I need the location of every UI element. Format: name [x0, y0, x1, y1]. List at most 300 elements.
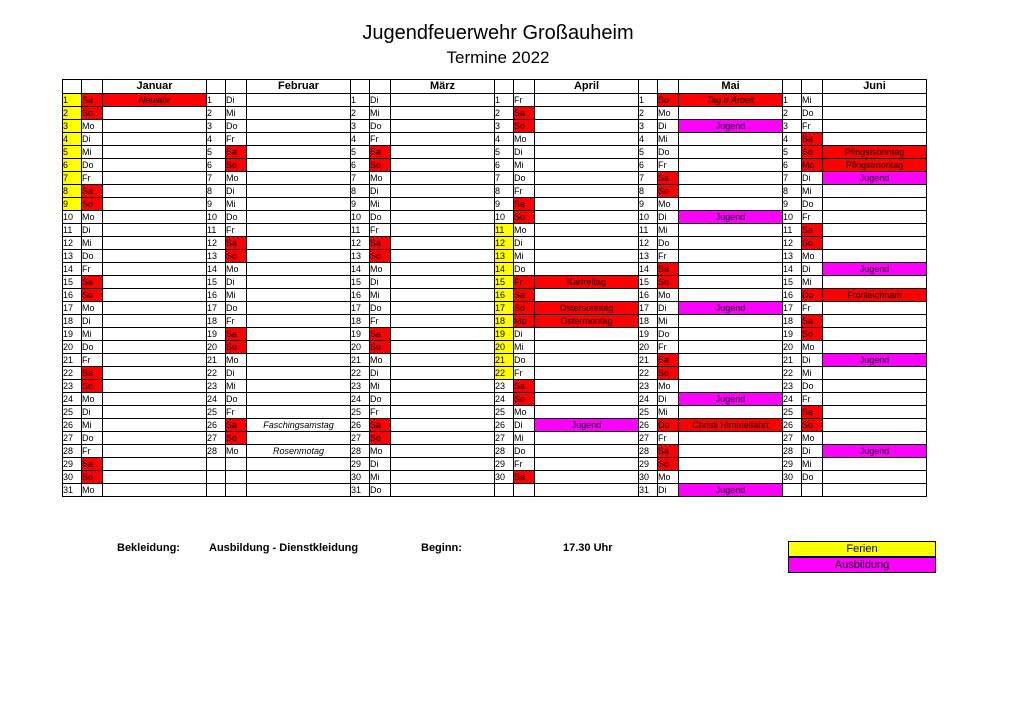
- weekday: Sa: [802, 133, 823, 146]
- event-cell: Fronleichnam: [823, 289, 927, 302]
- day-number: 1: [639, 94, 658, 107]
- weekday: Di: [514, 419, 535, 432]
- weekday: Mi: [82, 419, 103, 432]
- event-cell: [103, 198, 207, 211]
- day-number: 16: [495, 289, 514, 302]
- event-cell: [679, 471, 783, 484]
- event-cell: [391, 367, 495, 380]
- event-cell: [535, 224, 639, 237]
- event-cell: [103, 406, 207, 419]
- weekday: Do: [514, 354, 535, 367]
- event-cell: [679, 146, 783, 159]
- day-number: 15: [351, 276, 370, 289]
- weekday: Mi: [226, 198, 247, 211]
- day-number: 21: [207, 354, 226, 367]
- start-label: Beginn:: [421, 542, 462, 554]
- event-cell: [391, 458, 495, 471]
- day-number: 15: [207, 276, 226, 289]
- event-cell: [247, 315, 351, 328]
- event-cell: [535, 289, 639, 302]
- table-row: [63, 328, 927, 341]
- event-cell: [535, 393, 639, 406]
- day-number: 8: [63, 185, 82, 198]
- event-cell: [679, 315, 783, 328]
- day-number: 20: [351, 341, 370, 354]
- weekday: Mi: [370, 380, 391, 393]
- event-cell: Jugend: [679, 484, 783, 497]
- day-number: 5: [495, 146, 514, 159]
- event-cell: [391, 289, 495, 302]
- weekday: Sa: [82, 367, 103, 380]
- event-cell: [679, 341, 783, 354]
- weekday: So: [802, 419, 823, 432]
- event-cell: [103, 302, 207, 315]
- weekday: Fr: [658, 250, 679, 263]
- weekday: Fr: [226, 315, 247, 328]
- weekday: Sa: [802, 224, 823, 237]
- event-cell: [103, 263, 207, 276]
- day-number: 15: [495, 276, 514, 289]
- weekday: Di: [226, 367, 247, 380]
- table-row: [63, 432, 927, 445]
- weekday: Mo: [370, 445, 391, 458]
- table-row: [63, 289, 927, 302]
- event-cell: [247, 224, 351, 237]
- weekday: Mi: [658, 224, 679, 237]
- day-number: 6: [783, 159, 802, 172]
- day-number: [207, 471, 226, 484]
- table-row: [63, 185, 927, 198]
- day-number: 29: [495, 458, 514, 471]
- day-number: 18: [495, 315, 514, 328]
- event-cell: [823, 211, 927, 224]
- event-cell: Ostersonntag: [535, 302, 639, 315]
- event-cell: [103, 380, 207, 393]
- event-cell: [247, 237, 351, 250]
- day-number: 21: [495, 354, 514, 367]
- day-number: 16: [639, 289, 658, 302]
- day-number: 11: [207, 224, 226, 237]
- month-header: Januar: [103, 80, 207, 94]
- event-cell: [679, 432, 783, 445]
- day-number: 4: [495, 133, 514, 146]
- event-cell: [823, 484, 927, 497]
- weekday: Mi: [82, 328, 103, 341]
- weekday: Sa: [370, 328, 391, 341]
- weekday: [226, 484, 247, 497]
- day-number: 7: [351, 172, 370, 185]
- event-cell: [247, 107, 351, 120]
- day-number: 18: [639, 315, 658, 328]
- event-cell: [103, 120, 207, 133]
- event-cell: [535, 159, 639, 172]
- weekday: Sa: [82, 276, 103, 289]
- event-cell: [535, 471, 639, 484]
- event-cell: [823, 198, 927, 211]
- weekday: Do: [802, 289, 823, 302]
- weekday: Fr: [370, 315, 391, 328]
- day-number: 28: [207, 445, 226, 458]
- weekday: So: [226, 250, 247, 263]
- event-cell: [103, 367, 207, 380]
- weekday: So: [82, 380, 103, 393]
- day-number: 1: [207, 94, 226, 107]
- event-cell: [679, 250, 783, 263]
- event-cell: [391, 185, 495, 198]
- weekday: Mi: [226, 107, 247, 120]
- weekday: Di: [82, 224, 103, 237]
- event-cell: [247, 146, 351, 159]
- header-blank: [783, 80, 802, 94]
- weekday: Di: [802, 172, 823, 185]
- event-cell: [679, 276, 783, 289]
- day-number: 23: [783, 380, 802, 393]
- weekday: Fr: [370, 224, 391, 237]
- weekday: Fr: [658, 432, 679, 445]
- event-cell: [103, 146, 207, 159]
- day-number: 24: [207, 393, 226, 406]
- event-cell: Ostermontag: [535, 315, 639, 328]
- day-number: 30: [495, 471, 514, 484]
- event-cell: [247, 289, 351, 302]
- event-cell: [535, 367, 639, 380]
- table-row: [63, 107, 927, 120]
- day-number: 12: [351, 237, 370, 250]
- weekday: So: [514, 120, 535, 133]
- event-cell: [679, 224, 783, 237]
- weekday: [514, 484, 535, 497]
- weekday: Di: [370, 458, 391, 471]
- weekday: Fr: [82, 172, 103, 185]
- table-row: [63, 367, 927, 380]
- event-cell: [391, 393, 495, 406]
- event-cell: [679, 263, 783, 276]
- weekday: Di: [658, 484, 679, 497]
- day-number: 6: [207, 159, 226, 172]
- weekday: [802, 484, 823, 497]
- day-number: 9: [639, 198, 658, 211]
- header-blank: [63, 80, 82, 94]
- event-cell: [535, 133, 639, 146]
- day-number: 22: [351, 367, 370, 380]
- weekday: Sa: [226, 328, 247, 341]
- event-cell: [535, 263, 639, 276]
- day-number: 15: [63, 276, 82, 289]
- day-number: 4: [63, 133, 82, 146]
- event-cell: [103, 458, 207, 471]
- event-cell: [679, 458, 783, 471]
- event-cell: [103, 341, 207, 354]
- event-cell: [103, 237, 207, 250]
- weekday: Di: [802, 263, 823, 276]
- table-row: [63, 354, 927, 367]
- weekday: Fr: [514, 94, 535, 107]
- weekday: Di: [370, 276, 391, 289]
- day-number: 17: [63, 302, 82, 315]
- day-number: 4: [207, 133, 226, 146]
- event-cell: [103, 315, 207, 328]
- weekday: Di: [514, 237, 535, 250]
- event-cell: [103, 471, 207, 484]
- day-number: 8: [207, 185, 226, 198]
- event-cell: [679, 289, 783, 302]
- weekday: Fr: [226, 133, 247, 146]
- day-number: 7: [63, 172, 82, 185]
- event-cell: [103, 328, 207, 341]
- event-cell: [823, 341, 927, 354]
- event-cell: [103, 432, 207, 445]
- weekday: So: [82, 471, 103, 484]
- event-cell: [679, 107, 783, 120]
- day-number: 5: [783, 146, 802, 159]
- day-number: 18: [207, 315, 226, 328]
- weekday: Fr: [514, 458, 535, 471]
- weekday: So: [802, 146, 823, 159]
- day-number: 9: [207, 198, 226, 211]
- weekday: Sa: [802, 315, 823, 328]
- weekday: Fr: [514, 276, 535, 289]
- weekday: Sa: [658, 445, 679, 458]
- event-cell: [535, 328, 639, 341]
- event-cell: [247, 406, 351, 419]
- legend-training: Ausbildung: [788, 557, 936, 573]
- day-number: 19: [639, 328, 658, 341]
- day-number: [495, 484, 514, 497]
- day-number: 23: [63, 380, 82, 393]
- month-header: Mai: [679, 80, 783, 94]
- event-cell: [247, 185, 351, 198]
- event-cell: [247, 484, 351, 497]
- day-number: 25: [63, 406, 82, 419]
- day-number: 8: [783, 185, 802, 198]
- weekday: [226, 471, 247, 484]
- weekday: Mo: [370, 354, 391, 367]
- day-number: 3: [351, 120, 370, 133]
- day-number: 20: [495, 341, 514, 354]
- weekday: Do: [658, 237, 679, 250]
- day-number: 25: [351, 406, 370, 419]
- table-row: [63, 237, 927, 250]
- day-number: 11: [495, 224, 514, 237]
- day-number: 23: [207, 380, 226, 393]
- header-blank: [802, 80, 823, 94]
- weekday: Mi: [658, 133, 679, 146]
- day-number: 20: [207, 341, 226, 354]
- day-number: 2: [63, 107, 82, 120]
- weekday: Di: [658, 302, 679, 315]
- weekday: Mi: [802, 367, 823, 380]
- weekday: So: [802, 328, 823, 341]
- weekday: Sa: [514, 471, 535, 484]
- weekday: Di: [82, 315, 103, 328]
- day-number: 30: [783, 471, 802, 484]
- day-number: 16: [207, 289, 226, 302]
- clothing-value: Ausbildung - Dienstkleidung: [209, 542, 359, 554]
- event-cell: Tag d Arbeit: [679, 94, 783, 107]
- weekday: Mi: [370, 198, 391, 211]
- event-cell: [823, 250, 927, 263]
- header-blank: [514, 80, 535, 94]
- day-number: 24: [783, 393, 802, 406]
- day-number: 23: [639, 380, 658, 393]
- day-number: 23: [351, 380, 370, 393]
- weekday: Mi: [514, 250, 535, 263]
- weekday: Do: [226, 302, 247, 315]
- weekday: So: [226, 432, 247, 445]
- event-cell: [535, 354, 639, 367]
- day-number: 18: [783, 315, 802, 328]
- weekday: Mo: [658, 471, 679, 484]
- weekday: Do: [514, 263, 535, 276]
- day-number: 31: [351, 484, 370, 497]
- event-cell: [391, 406, 495, 419]
- day-number: 17: [783, 302, 802, 315]
- day-number: 11: [783, 224, 802, 237]
- day-number: 25: [783, 406, 802, 419]
- event-cell: [391, 328, 495, 341]
- weekday: Sa: [226, 237, 247, 250]
- day-number: 24: [63, 393, 82, 406]
- day-number: 2: [639, 107, 658, 120]
- event-cell: [103, 419, 207, 432]
- day-number: 28: [783, 445, 802, 458]
- weekday: Do: [802, 471, 823, 484]
- table-row: [63, 393, 927, 406]
- day-number: 2: [351, 107, 370, 120]
- weekday: So: [370, 341, 391, 354]
- event-cell: [823, 107, 927, 120]
- day-number: 9: [495, 198, 514, 211]
- weekday: Do: [658, 146, 679, 159]
- weekday: Sa: [226, 419, 247, 432]
- day-number: 18: [63, 315, 82, 328]
- weekday: Fr: [802, 211, 823, 224]
- day-number: 27: [639, 432, 658, 445]
- weekday: Mi: [802, 276, 823, 289]
- day-number: 5: [639, 146, 658, 159]
- weekday: Fr: [370, 133, 391, 146]
- weekday: Mo: [658, 289, 679, 302]
- event-cell: [391, 276, 495, 289]
- day-number: 29: [639, 458, 658, 471]
- day-number: 2: [495, 107, 514, 120]
- event-cell: [103, 289, 207, 302]
- event-cell: [391, 419, 495, 432]
- event-cell: [247, 380, 351, 393]
- weekday: Do: [370, 302, 391, 315]
- event-cell: [247, 458, 351, 471]
- day-number: 13: [63, 250, 82, 263]
- day-number: [207, 484, 226, 497]
- weekday: Di: [370, 94, 391, 107]
- weekday: Mi: [658, 315, 679, 328]
- day-number: 19: [63, 328, 82, 341]
- event-cell: [535, 211, 639, 224]
- weekday: So: [658, 276, 679, 289]
- event-cell: [247, 159, 351, 172]
- day-number: 19: [207, 328, 226, 341]
- day-number: 7: [783, 172, 802, 185]
- day-number: 27: [783, 432, 802, 445]
- event-cell: Jugend: [823, 445, 927, 458]
- event-cell: [103, 172, 207, 185]
- day-number: 4: [783, 133, 802, 146]
- event-cell: [391, 224, 495, 237]
- day-number: 21: [783, 354, 802, 367]
- weekday: Mo: [658, 107, 679, 120]
- weekday: Mo: [226, 354, 247, 367]
- event-cell: [391, 159, 495, 172]
- day-number: 6: [639, 159, 658, 172]
- day-number: 29: [351, 458, 370, 471]
- event-cell: [823, 471, 927, 484]
- event-cell: Rosenmotag: [247, 445, 351, 458]
- table-row: [63, 198, 927, 211]
- weekday: Mo: [370, 263, 391, 276]
- day-number: 11: [351, 224, 370, 237]
- day-number: 10: [351, 211, 370, 224]
- weekday: Sa: [82, 185, 103, 198]
- event-cell: [679, 354, 783, 367]
- event-cell: Jugend: [823, 172, 927, 185]
- event-cell: Jugend: [535, 419, 639, 432]
- weekday: Sa: [370, 419, 391, 432]
- event-cell: [679, 406, 783, 419]
- event-cell: [391, 133, 495, 146]
- event-cell: [247, 250, 351, 263]
- weekday: Di: [226, 94, 247, 107]
- day-number: 10: [639, 211, 658, 224]
- day-number: 17: [495, 302, 514, 315]
- weekday: Fr: [226, 224, 247, 237]
- event-cell: [679, 328, 783, 341]
- weekday: Do: [226, 120, 247, 133]
- day-number: 17: [351, 302, 370, 315]
- header-blank: [639, 80, 658, 94]
- day-number: 3: [63, 120, 82, 133]
- event-cell: Jugend: [679, 120, 783, 133]
- day-number: 8: [495, 185, 514, 198]
- day-number: 18: [351, 315, 370, 328]
- table-row: [63, 224, 927, 237]
- event-cell: [535, 146, 639, 159]
- day-number: 4: [639, 133, 658, 146]
- day-number: 1: [495, 94, 514, 107]
- event-cell: [823, 328, 927, 341]
- day-number: 15: [783, 276, 802, 289]
- event-cell: [679, 185, 783, 198]
- day-number: 22: [783, 367, 802, 380]
- day-number: 2: [207, 107, 226, 120]
- weekday: Fr: [802, 302, 823, 315]
- month-header-row: [63, 80, 927, 94]
- day-number: 10: [63, 211, 82, 224]
- event-cell: [535, 380, 639, 393]
- day-number: 12: [63, 237, 82, 250]
- event-cell: [247, 341, 351, 354]
- table-row: [63, 159, 927, 172]
- day-number: 31: [639, 484, 658, 497]
- clothing-label: Bekleidung:: [117, 542, 180, 554]
- month-header: April: [535, 80, 639, 94]
- day-number: 6: [63, 159, 82, 172]
- table-row: [63, 302, 927, 315]
- event-cell: [247, 94, 351, 107]
- weekday: Mo: [658, 198, 679, 211]
- day-number: 3: [495, 120, 514, 133]
- day-number: 3: [639, 120, 658, 133]
- event-cell: [247, 302, 351, 315]
